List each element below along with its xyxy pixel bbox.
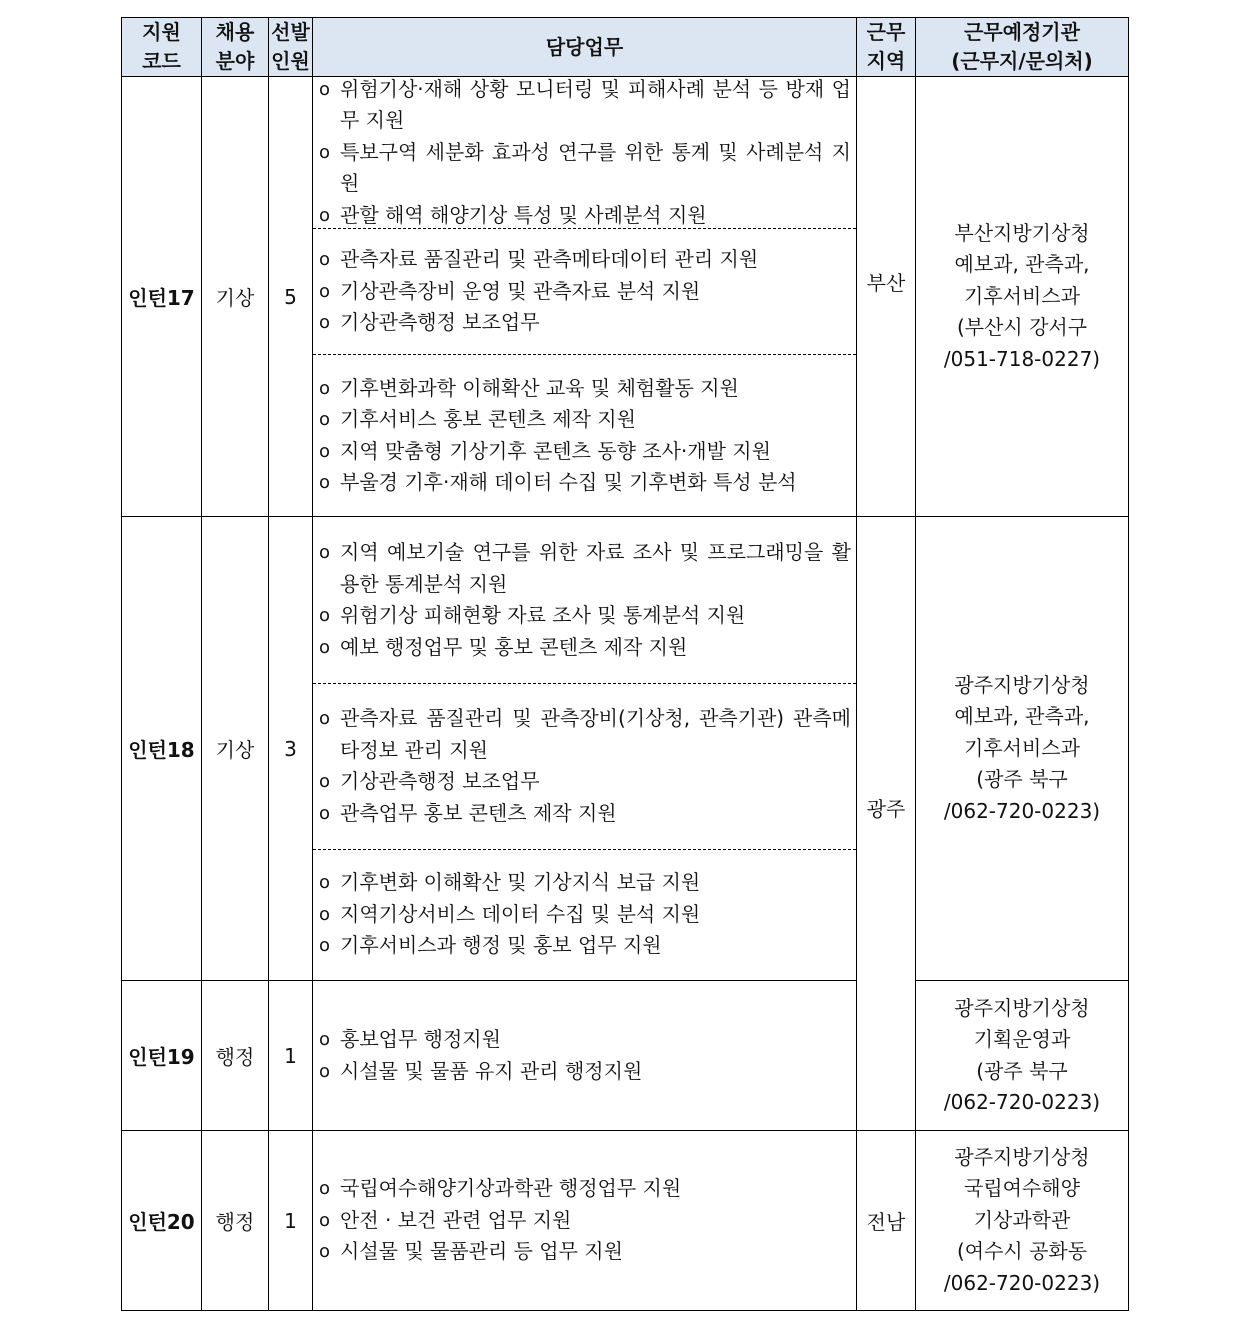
duty-group (313, 518, 856, 683)
header-field: 채용 분야 (202, 18, 269, 77)
duty-item: o 관측업무 홍보 콘텐츠 제작 지원 (316, 798, 851, 830)
row-field: 기상 (202, 77, 269, 517)
row-count: 1 (269, 1131, 313, 1311)
duty-item: o 안전 · 보건 관련 업무 지원 (316, 1205, 851, 1237)
bullet-icon: o (319, 377, 331, 399)
row-count: 5 (269, 77, 313, 517)
duty-group (313, 849, 856, 980)
duty-group (313, 683, 856, 849)
bullet-icon: o (319, 771, 331, 792)
table-row (122, 77, 1129, 517)
duties-cell (313, 981, 857, 1131)
duty-item: o 예보 행정업무 및 홍보 콘텐츠 제작 지원 (316, 632, 851, 664)
row-count: 3 (269, 517, 313, 981)
bullet-icon: o (319, 1241, 331, 1263)
duty-item: o 기후변화 이해확산 및 기상지식 보급 지원 (316, 867, 851, 899)
duty-item: o 기후서비스 홍보 콘텐츠 제작 지원 (316, 404, 851, 436)
bullet-icon: o (319, 708, 331, 729)
duty-item: o 기상관측행정 보조업무 (316, 766, 851, 798)
bullet-icon: o (319, 249, 331, 271)
bullet-icon: o (319, 141, 331, 163)
duty-item: o 기상관측장비 운영 및 관측자료 분석 지원 (316, 276, 851, 308)
row-region: 전남 (857, 1131, 916, 1311)
duty-group (313, 982, 856, 1130)
duty-item: o 위험기상 피해현황 자료 조사 및 통계분석 지원 (316, 600, 851, 632)
duty-item: o 기후변화과학 이해확산 교육 및 체험활동 지원 (316, 373, 851, 405)
bullet-icon: o (319, 605, 331, 626)
row-count: 1 (269, 981, 313, 1131)
row-org: 광주지방기상청 국립여수해양 기상과학관 (여수시 공화동 /062-720-0223) (916, 1131, 1129, 1311)
bullet-icon: o (319, 1060, 331, 1082)
header-count: 선발 인원 (269, 18, 313, 77)
header-row (122, 18, 1129, 77)
duty-item: o 지역기상서비스 데이터 수집 및 분석 지원 (316, 899, 851, 931)
bullet-icon: o (319, 872, 331, 894)
row-field: 기상 (202, 517, 269, 981)
header-code: 지원 코드 (122, 18, 202, 77)
bullet-icon: o (319, 409, 331, 430)
duties-cell (313, 77, 857, 517)
duty-group (313, 354, 856, 516)
duty-item: o 홍보업무 행정지원 (316, 1024, 851, 1056)
duties-cell (313, 1131, 857, 1311)
bullet-icon: o (319, 78, 331, 100)
bullet-icon: o (319, 280, 331, 302)
table-row (122, 517, 1129, 981)
row-field: 행정 (202, 1131, 269, 1311)
duty-group (313, 77, 856, 228)
duty-item: o 기후서비스과 행정 및 홍보 업무 지원 (316, 930, 851, 962)
row-org: 부산지방기상청 예보과, 관측과, 기후서비스과 (부산시 강서구 /051-718-0227) (916, 77, 1129, 517)
bullet-icon: o (319, 636, 331, 658)
row-code: 인턴19 (122, 981, 202, 1131)
bullet-icon: o (319, 542, 331, 563)
duty-item: o 관측자료 품질관리 및 관측메타데이터 관리 지원 (316, 244, 851, 276)
header-duties: 담당업무 (313, 18, 857, 77)
bullet-icon: o (319, 204, 331, 226)
duty-item: o 국립여수해양기상과학관 행정업무 지원 (316, 1173, 851, 1205)
row-region: 부산 (857, 77, 916, 517)
row-region: 광주 (857, 517, 916, 1131)
duty-item: o 부울경 기후·재해 데이터 수집 및 기후변화 특성 분석 (316, 467, 851, 499)
duty-item: o 지역 예보기술 연구를 위한 자료 조사 및 프로그래밍을 활용한 통계분석 지원 (316, 537, 851, 600)
row-org: 광주지방기상청 기획운영과 (광주 북구 /062-720-0223) (916, 981, 1129, 1131)
bullet-icon: o (319, 935, 331, 957)
duty-group (313, 228, 856, 354)
bullet-icon: o (319, 903, 331, 925)
bullet-icon: o (319, 802, 331, 824)
duty-item: o 시설물 및 물품관리 등 업무 지원 (316, 1236, 851, 1268)
row-field: 행정 (202, 981, 269, 1131)
table-row (122, 1131, 1129, 1311)
duty-item: o 기상관측행정 보조업무 (316, 307, 851, 339)
duty-item: o 관측자료 품질관리 및 관측장비(기상청, 관측기관) 관측메타정보 관리 지원 (316, 703, 851, 766)
row-org: 광주지방기상청 예보과, 관측과, 기후서비스과 (광주 북구 /062-720-0223) (916, 517, 1129, 981)
duty-item: o 시설물 및 물품 유지 관리 행정지원 (316, 1056, 851, 1088)
duty-group (313, 1132, 856, 1310)
bullet-icon: o (319, 312, 331, 334)
bullet-icon: o (319, 440, 331, 462)
row-code: 인턴18 (122, 517, 202, 981)
duty-item: o 지역 맞춤형 기상기후 콘텐츠 동향 조사·개발 지원 (316, 436, 851, 468)
row-code: 인턴17 (122, 77, 202, 517)
duty-item: o 관할 해역 해양기상 특성 및 사례분석 지원 (316, 200, 851, 232)
bullet-icon: o (319, 1209, 331, 1231)
duty-item: o 위험기상·재해 상황 모니터링 및 피해사례 분석 등 방재 업무 지원 (316, 74, 851, 137)
bullet-icon: o (319, 472, 331, 493)
header-region: 근무 지역 (857, 18, 916, 77)
header-org: 근무예정기관 (근무지/문의처) (916, 18, 1129, 77)
bullet-icon: o (319, 1178, 331, 1200)
table-row (122, 981, 1129, 1131)
row-code: 인턴20 (122, 1131, 202, 1311)
duty-item: o 특보구역 세분화 효과성 연구를 위한 통계 및 사례분석 지원 (316, 137, 851, 200)
duties-cell (313, 517, 857, 981)
recruitment-table (121, 17, 1129, 1311)
bullet-icon: o (319, 1029, 331, 1050)
